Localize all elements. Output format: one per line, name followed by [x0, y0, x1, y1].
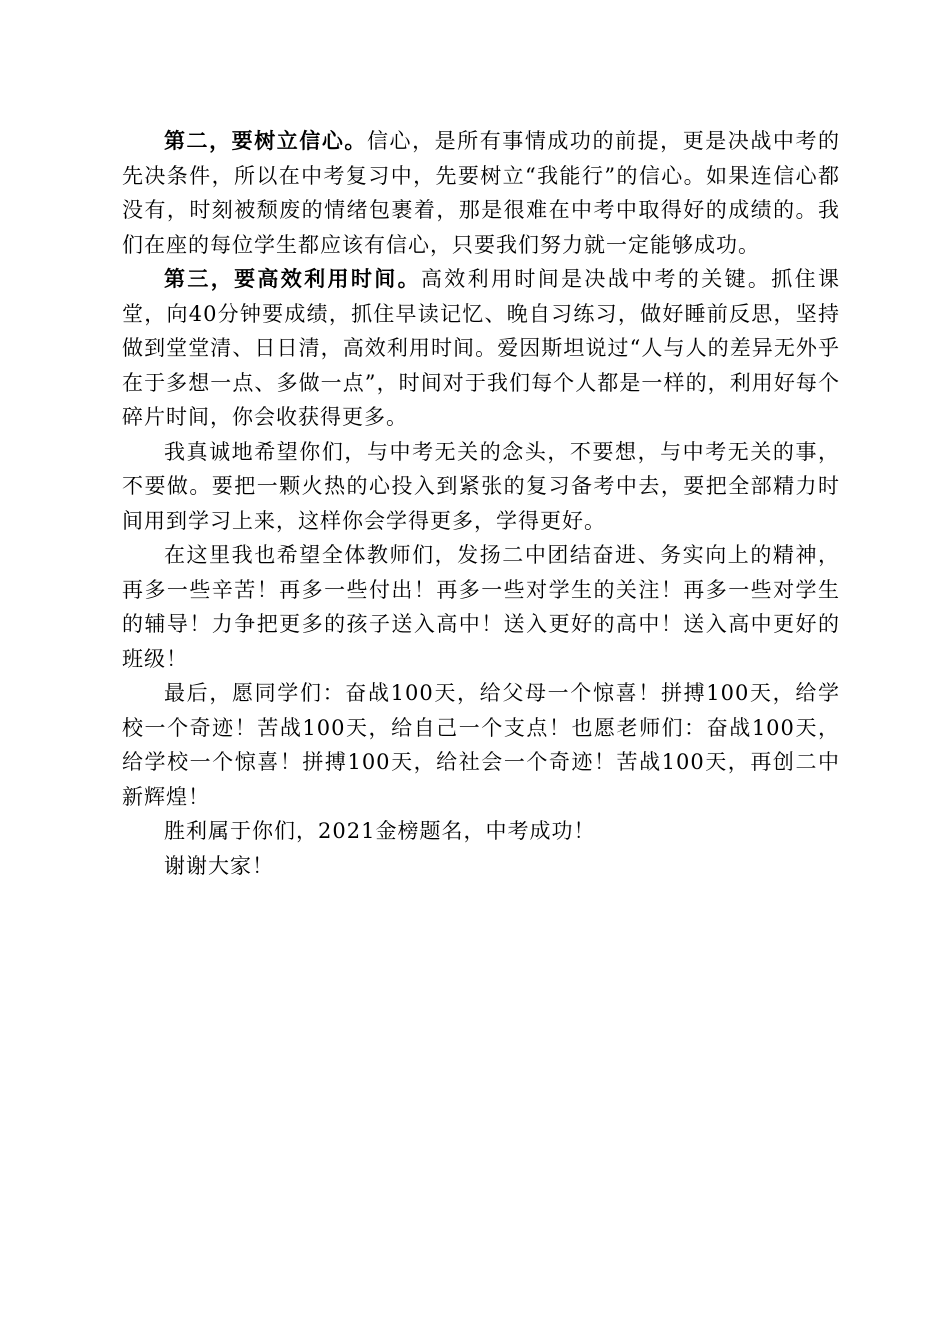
paragraph-heading: 第二，要树立信心。 — [164, 128, 367, 153]
paragraph-time — [122, 262, 840, 435]
paragraph-body: 谢谢大家！ — [164, 853, 274, 878]
paragraph-finally — [122, 676, 840, 814]
paragraph-body: 胜利属于你们，2021金榜题名，中考成功！ — [164, 819, 596, 843]
paragraph-heading: 第三，要高效利用时间。 — [164, 266, 421, 291]
paragraph-body: 我真诚地希望你们，与中考无关的念头，不要想，与中考无关的事，不要做。要把一颗火热的心投入到紧张的复习备考中去，要把全部精力时间用到学习上来，这样你会学得更多，学得更好。 — [122, 439, 840, 533]
paragraph-body: 在这里我也希望全体教师们，发扬二中团结奋进、务实向上的精神，再多一些辛苦！再多一些付出！再多一些对学生的关注！再多一些对学生的辅导！力争把更多的孩子送入高中！送入更好的高中！送入高中更好的班级！ — [122, 543, 840, 671]
paragraph-confidence — [122, 124, 840, 262]
paragraph-hope-teachers — [122, 538, 840, 676]
document-page — [122, 124, 840, 883]
paragraph-body: 高效利用时间是决战中考的关键。抓住课堂，向40分钟要成绩，抓住早读记忆、晚自习练习，做好睡前反思，坚持做到堂堂清、日日清，高效利用时间。爱因斯坦说过“人与人的差异无外乎在于多想一点、多做一点”，时间对于我们每个人都是一样的，利用好每个碎片时间，你会收获得更多。 — [122, 267, 841, 429]
paragraph-body: 最后，愿同学们：奋战100天，给父母一个惊喜！拼搏100天，给学校一个奇迹！苦战100天，给自己一个支点！也愿老师们：奋战100天，给学校一个惊喜！拼搏100天，给社会一个奇迹！苦战100天，再创二中新辉煌！ — [122, 681, 840, 809]
paragraph-victory — [122, 814, 840, 849]
paragraph-thanks — [122, 849, 840, 884]
paragraph-body: 信心，是所有事情成功的前提，更是决战中考的先决条件，所以在中考复习中，先要树立“我能行”的信心。如果连信心都没有，时刻被颓废的情绪包裹着，那是很难在中考中取得好的成绩的。我们在座的每位学生都应该有信心，只要我们努力就一定能够成功。 — [122, 129, 841, 257]
paragraph-hope-students — [122, 435, 840, 539]
